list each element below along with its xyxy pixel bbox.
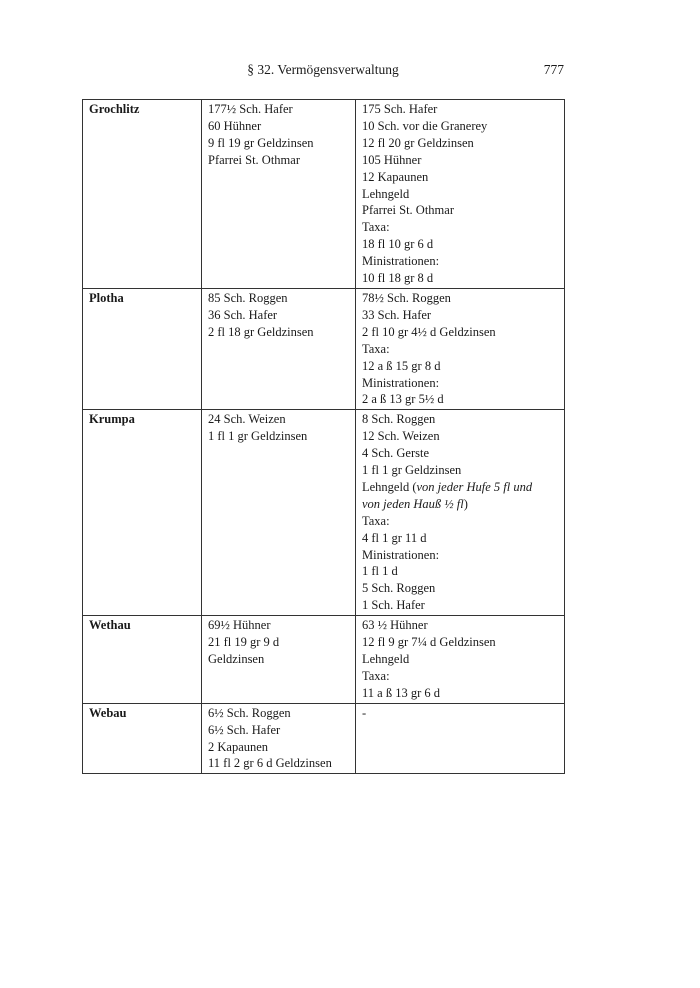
entry-line: 60 Hühner xyxy=(208,118,262,133)
entry-line: 1 fl 1 gr Geldzinsen xyxy=(362,463,462,478)
entry-line: 12 Kapaunen xyxy=(362,169,429,184)
income-cell xyxy=(202,616,356,704)
entry-line: 2 fl 10 gr 4½ d Geldzinsen xyxy=(362,324,496,339)
lehngeld-italic: von jeder Hufe 5 fl und xyxy=(416,479,533,494)
income-cell xyxy=(356,616,565,704)
entry-line: 1 fl 1 gr Geldzinsen xyxy=(208,429,308,444)
lehngeld-note xyxy=(362,479,559,496)
entry-line: Taxa: xyxy=(362,220,390,235)
entry-line: 18 fl 10 gr 6 d xyxy=(362,237,434,252)
entry-line: 2 fl 18 gr Geldzinsen xyxy=(208,324,314,339)
entry-line: 24 Sch. Weizen xyxy=(208,412,286,427)
entry-line: 21 fl 19 gr 9 d xyxy=(208,635,280,650)
income-cell xyxy=(202,410,356,616)
entry-line: Ministrationen: xyxy=(362,375,440,390)
entry-line: Geldzinsen xyxy=(208,652,265,666)
entry-line: 9 fl 19 gr Geldzinsen xyxy=(208,135,314,150)
table-row xyxy=(83,288,565,409)
revenue-table xyxy=(82,99,565,774)
entry-line: Lehngeld xyxy=(362,652,410,666)
entry-line: Taxa: xyxy=(362,341,390,356)
entry-line: Taxa: xyxy=(362,668,390,683)
place-cell: Grochlitz xyxy=(83,100,202,289)
entry-line: 175 Sch. Hafer xyxy=(362,102,438,116)
entry-line: 2 Kapaunen xyxy=(208,739,269,754)
page-number: 777 xyxy=(543,62,564,77)
entry-line: 5 Sch. Roggen xyxy=(362,581,436,596)
section-title: § 32. Vermögensverwaltung xyxy=(247,62,399,77)
place-cell: Wethau xyxy=(83,616,202,704)
entry-line: 10 Sch. vor die Granerey xyxy=(362,118,488,133)
entry-line: 4 fl 1 gr 11 d xyxy=(362,530,427,545)
entry-line: 6½ Sch. Roggen xyxy=(208,705,291,720)
place-cell: Krumpa xyxy=(83,410,202,616)
running-head xyxy=(82,62,564,80)
lehngeld-suffix: ) xyxy=(463,496,468,511)
entry-line: 1 Sch. Hafer xyxy=(362,598,425,613)
lehngeld-note-cont xyxy=(362,496,559,513)
entry-line: 177½ Sch. Hafer xyxy=(208,102,293,116)
entry-line: Ministrationen: xyxy=(362,254,440,269)
place-cell: Webau xyxy=(83,703,202,774)
entry-line: 8 Sch. Roggen xyxy=(362,412,436,427)
table-row xyxy=(83,703,565,774)
income-cell xyxy=(202,100,356,289)
entry-line: 2 a ß 13 gr 5½ d xyxy=(362,392,444,407)
table-row xyxy=(83,100,565,289)
entry-line: 12 fl 9 gr 7¼ d Geldzinsen xyxy=(362,635,496,650)
entry-line: - xyxy=(362,705,367,720)
lehngeld-prefix: Lehngeld ( xyxy=(362,479,417,494)
entry-line: 78½ Sch. Roggen xyxy=(362,290,451,305)
entry-line: 4 Sch. Gerste xyxy=(362,446,429,461)
entry-line: 69½ Hühner xyxy=(208,618,271,633)
entry-line: 12 fl 20 gr Geldzinsen xyxy=(362,135,474,150)
entry-line: 36 Sch. Hafer xyxy=(208,307,278,322)
income-cell xyxy=(202,703,356,774)
entry-line: Taxa: xyxy=(362,513,390,528)
entry-line: 11 a ß 13 gr 6 d xyxy=(362,685,440,700)
entry-line: 10 fl 18 gr 8 d xyxy=(362,271,434,286)
income-cell xyxy=(356,288,565,409)
entry-line: 33 Sch. Hafer xyxy=(362,307,432,322)
income-cell xyxy=(202,288,356,409)
entry-line: 11 fl 2 gr 6 d Geldzinsen xyxy=(208,756,332,771)
entry-line: 1 fl 1 d xyxy=(362,564,398,579)
table-row xyxy=(83,616,565,704)
table-row xyxy=(83,410,565,616)
entry-line: 12 a ß 15 gr 8 d xyxy=(362,358,441,373)
income-cell xyxy=(356,100,565,289)
entry-line: 85 Sch. Roggen xyxy=(208,290,288,305)
entry-line: Pfarrei St. Othmar xyxy=(362,203,454,218)
income-cell xyxy=(356,703,565,774)
entry-line: Pfarrei St. Othmar xyxy=(208,152,300,167)
place-cell: Plotha xyxy=(83,288,202,409)
lehngeld-italic: von jeden Hauß ½ fl xyxy=(362,496,464,511)
entry-line: 63 ½ Hühner xyxy=(362,618,428,633)
entry-line: Lehngeld xyxy=(362,186,410,201)
entry-line: 6½ Sch. Hafer xyxy=(208,722,281,737)
entry-line: 105 Hühner xyxy=(362,152,422,167)
income-cell xyxy=(356,410,565,616)
entry-line: 12 Sch. Weizen xyxy=(362,429,440,444)
entry-line: Ministrationen: xyxy=(362,547,440,562)
